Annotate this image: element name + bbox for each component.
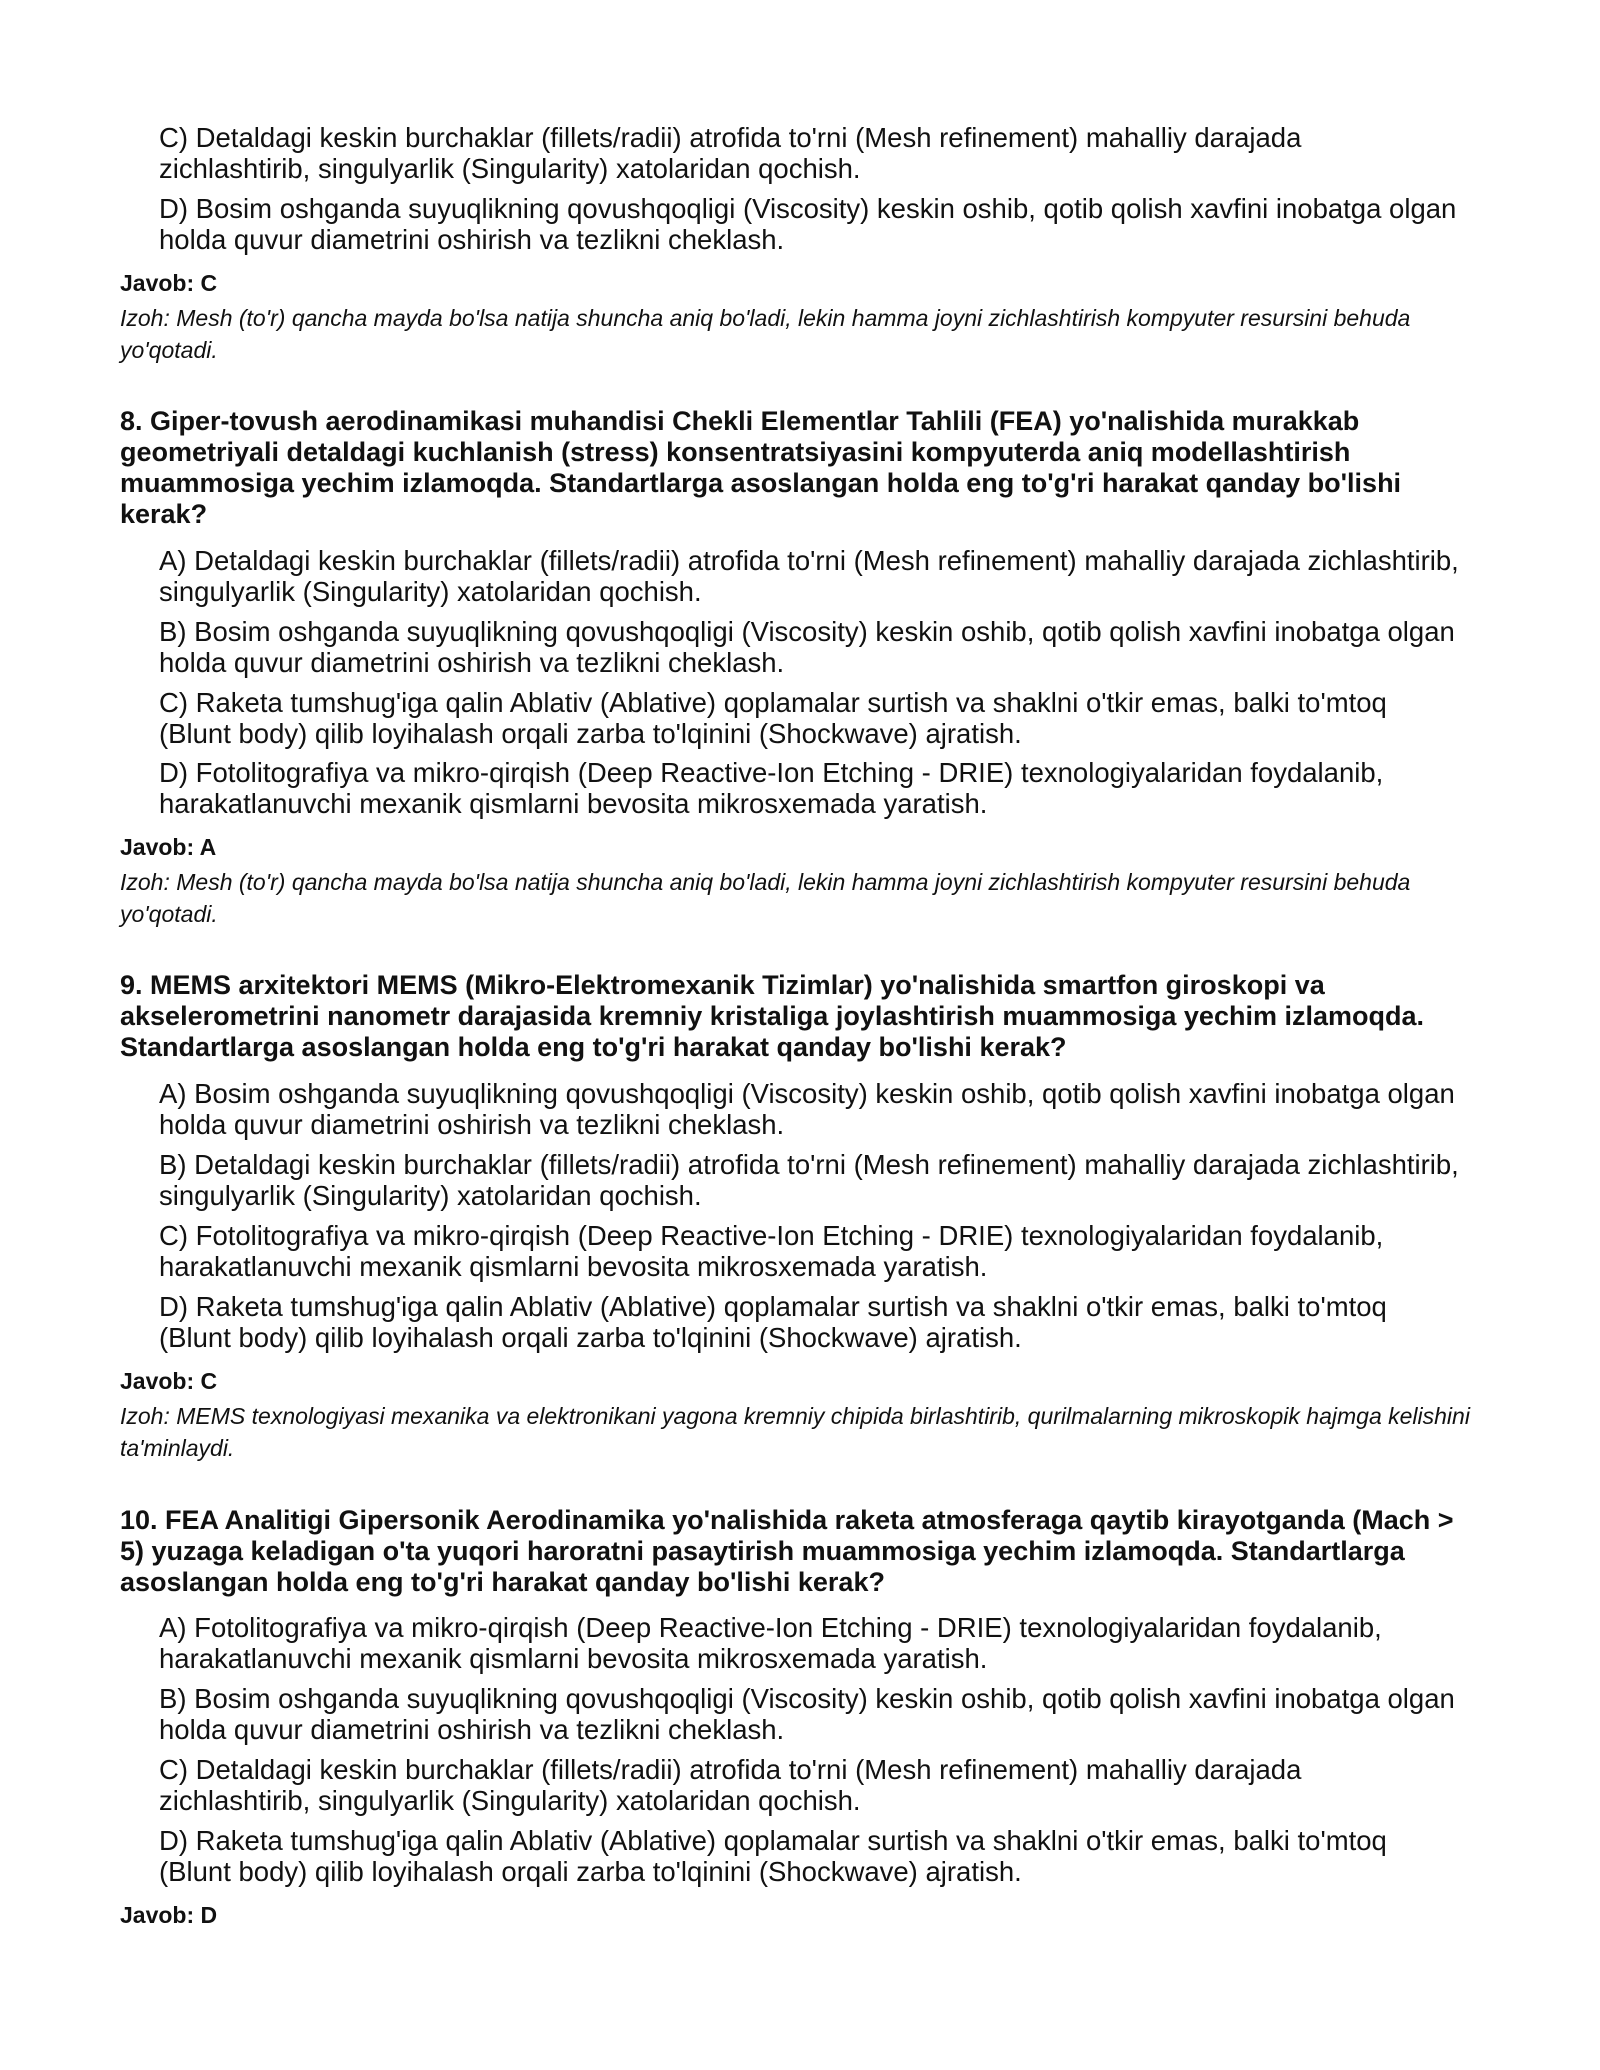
question-8-option-b: B) Bosim oshganda suyuqlikning qovushqoqligi (Viscosity) keskin oshib, qotib qolish xavfini inobatga olgan holda quvur diametrini oshirish va tezlikni cheklash. xyxy=(159,616,1455,678)
question-9-option-a: A) Bosim oshganda suyuqlikning qovushqoqligi (Viscosity) keskin oshib, qotib qolish xavfini inobatga olgan holda quvur diametrini oshirish va tezlikni cheklash. xyxy=(159,1078,1455,1140)
question-9-note: Izoh: MEMS texnologiyasi mexanika va elektronikani yagona kremniy chipida birlashtirib, qurilmalarning mikroskopik hajmga kelishini ta'minlaydi. xyxy=(120,1403,1470,1461)
question-8-text: 8. Giper-tovush aerodinamikasi muhandisi Chekli Elementlar Tahlili (FEA) yo'nalishida murakkab geometriyali detaldagi kuchlanish (stress) konsentratsiyasini kompyuterda aniq modellashtirish muammosiga yechim izlamoqda. Standartlarga asoslangan holda eng to'g'ri harakat qanday bo'lishi kerak? xyxy=(120,406,1402,529)
question-9-option-b: B) Detaldagi keskin burchaklar (fillets/radii) atrofida to'rni (Mesh refinement) mahalliy darajada zichlashtirib, singulyarlik (Singularity) xatolaridan qochish. xyxy=(159,1149,1459,1211)
question-10-option-b: B) Bosim oshganda suyuqlikning qovushqoqligi (Viscosity) keskin oshib, qotib qolish xavfini inobatga olgan holda quvur diametrini oshirish va tezlikni cheklash. xyxy=(159,1683,1455,1745)
question-8-option-a: A) Detaldagi keskin burchaklar (fillets/radii) atrofida to'rni (Mesh refinement) mahalliy darajada zichlashtirib, singulyarlik (Singularity) xatolaridan qochish. xyxy=(159,545,1459,607)
question-10-option-a: A) Fotolitografiya va mikro-qirqish (Deep Reactive-Ion Etching - DRIE) texnologiyalaridan foydalanib, harakatlanuvchi mexanik qismlarni bevosita mikrosxemada yaratish. xyxy=(159,1612,1382,1674)
question-10-text: 10. FEA Analitigi Gipersonik Aerodinamika yo'nalishida raketa atmosferaga qaytib kirayotganda (Mach > 5) yuzaga keladigan o'ta yuqori haroratni pasaytirish muammosiga yechim izlamoqda. Standartlarga asoslangan holda eng to'g'ri harakat qanday bo'lishi kerak? xyxy=(120,1505,1454,1597)
question-8-answer: Javob: A xyxy=(120,834,217,860)
question-10-answer: Javob: D xyxy=(120,1902,218,1928)
question-10-option-d: D) Raketa tumshug'iga qalin Ablativ (Ablative) qoplamalar surtish va shaklni o'tkir emas, balki to'mtoq (Blunt body) qilib loyihalash orqali zarba to'lqinini (Shockwave) ajratish. xyxy=(159,1825,1387,1887)
answer-label: Javob: C xyxy=(120,270,218,296)
question-10-option-c: C) Detaldagi keskin burchaklar (fillets/radii) atrofida to'rni (Mesh refinement) mahalliy darajada zichlashtirib, singulyarlik (Singularity) xatolaridan qochish. xyxy=(159,1754,1302,1816)
question-8-note: Izoh: Mesh (to'r) qancha mayda bo'lsa natija shuncha aniq bo'ladi, lekin hamma joyni zichlashtirish kompyuter resursini behuda yo'qotadi. xyxy=(120,869,1411,927)
question-9-option-d: D) Raketa tumshug'iga qalin Ablativ (Ablative) qoplamalar surtish va shaklni o'tkir emas, balki to'mtoq (Blunt body) qilib loyihalash orqali zarba to'lqinini (Shockwave) ajratish. xyxy=(159,1291,1387,1353)
question-8-option-d: D) Fotolitografiya va mikro-qirqish (Deep Reactive-Ion Etching - DRIE) texnologiyalaridan foydalanib, harakatlanuvchi mexanik qismlarni bevosita mikrosxemada yaratish. xyxy=(159,757,1384,819)
question-8-option-c: C) Raketa tumshug'iga qalin Ablativ (Ablative) qoplamalar surtish va shaklni o'tkir emas, balki to'mtoq (Blunt body) qilib loyihalash orqali zarba to'lqinini (Shockwave) ajratish. xyxy=(159,687,1387,749)
option-d: D) Bosim oshganda suyuqlikning qovushqoqligi (Viscosity) keskin oshib, qotib qolish xavfini inobatga olgan holda quvur diametrini oshirish va tezlikni cheklash. xyxy=(159,193,1457,255)
option-c: C) Detaldagi keskin burchaklar (fillets/radii) atrofida to'rni (Mesh refinement) mahalliy darajada zichlashtirib, singulyarlik (Singularity) xatolaridan qochish. xyxy=(159,122,1302,184)
question-9-option-c: C) Fotolitografiya va mikro-qirqish (Deep Reactive-Ion Etching - DRIE) texnologiyalaridan foydalanib, harakatlanuvchi mexanik qismlarni bevosita mikrosxemada yaratish. xyxy=(159,1220,1384,1282)
explanation-note: Izoh: Mesh (to'r) qancha mayda bo'lsa natija shuncha aniq bo'ladi, lekin hamma joyni zichlashtirish kompyuter resursini behuda yo'qotadi. xyxy=(120,305,1411,363)
question-9-text: 9. MEMS arxitektori MEMS (Mikro-Elektromexanik Tizimlar) yo'nalishida smartfon giroskopi va akselerometrini nanometr darajasida kremniy kristaliga joylashtirish muammosiga yechim izlamoqda. Standartlarga asoslangan holda eng to'g'ri harakat qanday bo'lishi kerak? xyxy=(120,970,1424,1062)
question-9-answer: Javob: C xyxy=(120,1368,218,1394)
